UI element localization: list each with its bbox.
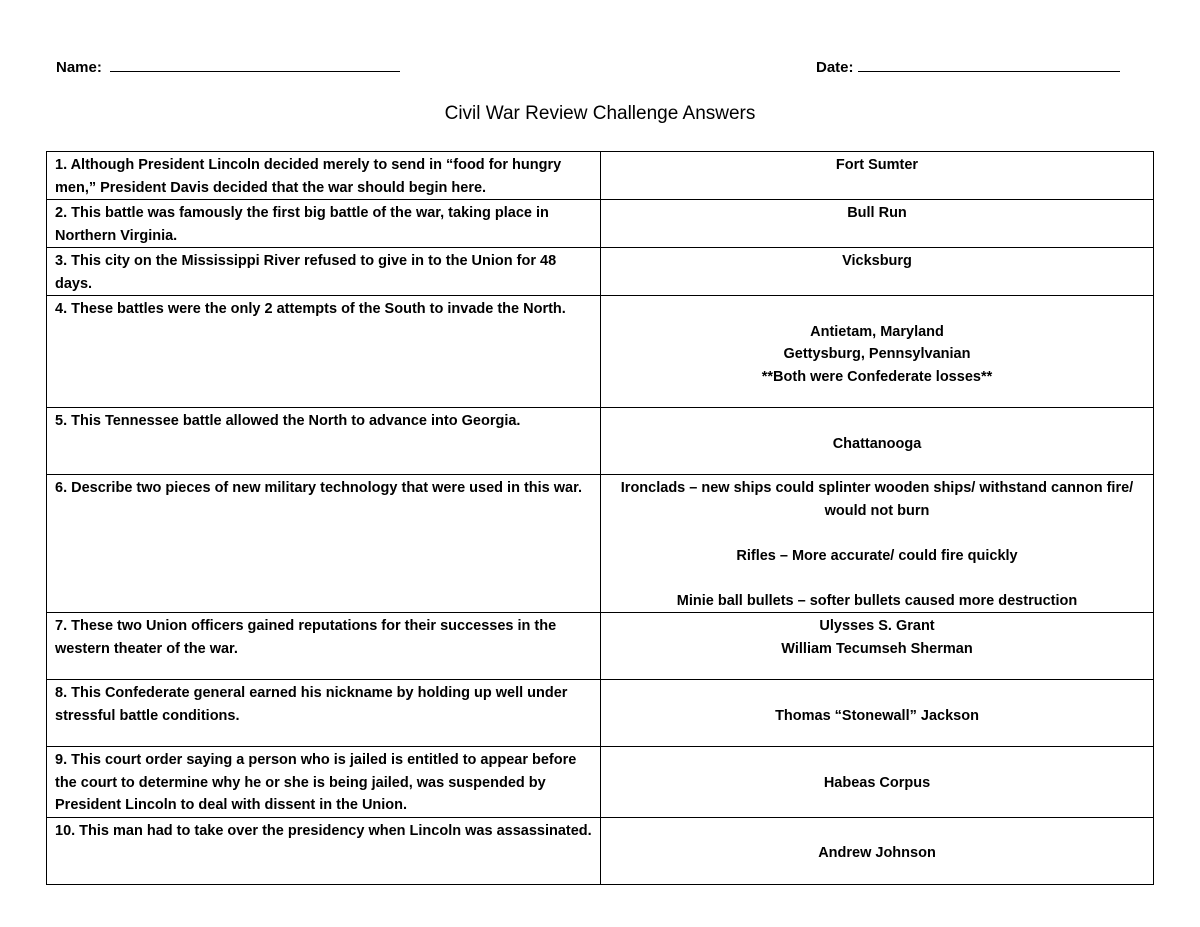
table-row — [47, 408, 1154, 475]
table-row — [47, 817, 1154, 884]
question-cell: 3. This city on the Mississippi River refused to give in to the Union for 48 days. — [47, 248, 601, 296]
question-cell: 9. This court order saying a person who is jailed is entitled to appear before the court to determine why he or she is being jailed, was suspended by President Lincoln to deal with dissent in the Union. — [47, 747, 601, 818]
answer-line: Minie ball bullets – softer bullets caused more destruction — [676, 592, 1078, 609]
question-cell: 1. Although President Lincoln decided merely to send in “food for hungry men,” President Davis decided that the war should begin here. — [47, 152, 601, 200]
table-row — [47, 747, 1154, 818]
answer-cell — [601, 152, 1154, 200]
date-label: Date: — [816, 59, 854, 76]
question-cell: 6. Describe two pieces of new military technology that were used in this war. — [47, 475, 601, 613]
name-field[interactable] — [56, 57, 400, 76]
question-cell: 7. These two Union officers gained reputations for their successes in the western theater of the war. — [47, 613, 601, 680]
answer-line — [609, 682, 1145, 705]
answer-cell — [601, 817, 1154, 884]
table-row — [47, 152, 1154, 200]
name-blank-line[interactable] — [110, 57, 400, 72]
answer-line: Ulysses S. Grant — [819, 618, 935, 634]
answer-line: **Both were Confederate losses** — [761, 368, 993, 385]
table-row — [47, 475, 1154, 613]
answer-line: Fort Sumter — [835, 157, 919, 173]
name-label: Name: — [56, 59, 102, 76]
table-row — [47, 613, 1154, 680]
table-row — [47, 200, 1154, 248]
answer-line — [609, 567, 1145, 590]
question-cell: 2. This battle was famously the first big battle of the war, taking place in Northern Virginia. — [47, 200, 601, 248]
answer-line: William Tecumseh Sherman — [781, 640, 973, 657]
answer-line: Habeas Corpus — [823, 774, 931, 791]
answer-line — [609, 522, 1145, 545]
answers-table — [46, 151, 1154, 885]
answer-line: Vicksburg — [842, 253, 912, 269]
date-blank-line[interactable] — [858, 57, 1120, 72]
answer-cell — [601, 296, 1154, 408]
answer-cell — [601, 408, 1154, 475]
answer-line — [609, 820, 1145, 843]
answer-cell — [601, 613, 1154, 680]
answer-line — [609, 298, 1145, 321]
answer-cell — [601, 747, 1154, 818]
question-cell: 4. These battles were the only 2 attempts of the South to invade the North. — [47, 296, 601, 408]
answer-line: Rifles – More accurate/ could fire quickly — [736, 547, 1018, 564]
page-title: Civil War Review Challenge Answers — [444, 103, 756, 124]
date-field[interactable] — [816, 57, 1120, 76]
question-cell: 10. This man had to take over the presidency when Lincoln was assassinated. — [47, 817, 601, 884]
answer-cell — [601, 680, 1154, 747]
answer-line: Thomas “Stonewall” Jackson — [775, 707, 979, 724]
table-row — [47, 680, 1154, 747]
answer-line — [609, 410, 1145, 433]
answer-line: Andrew Johnson — [818, 845, 936, 861]
answer-cell — [601, 475, 1154, 613]
answer-line: Gettysburg, Pennsylvanian — [783, 346, 971, 362]
table-row — [47, 296, 1154, 408]
answer-cell — [601, 248, 1154, 296]
answer-cell — [601, 200, 1154, 248]
answer-line: Ironclads – new ships could splinter wooden ships/ withstand cannon fire/ would not burn — [620, 480, 1134, 519]
answer-line: Bull Run — [847, 205, 907, 221]
table-row — [47, 248, 1154, 296]
question-cell: 8. This Confederate general earned his nickname by holding up well under stressful battle conditions. — [47, 680, 601, 747]
answer-line: Antietam, Maryland — [810, 323, 944, 340]
question-cell: 5. This Tennessee battle allowed the North to advance into Georgia. — [47, 408, 601, 475]
answer-line: Chattanooga — [832, 435, 922, 452]
answer-line — [609, 749, 1145, 772]
